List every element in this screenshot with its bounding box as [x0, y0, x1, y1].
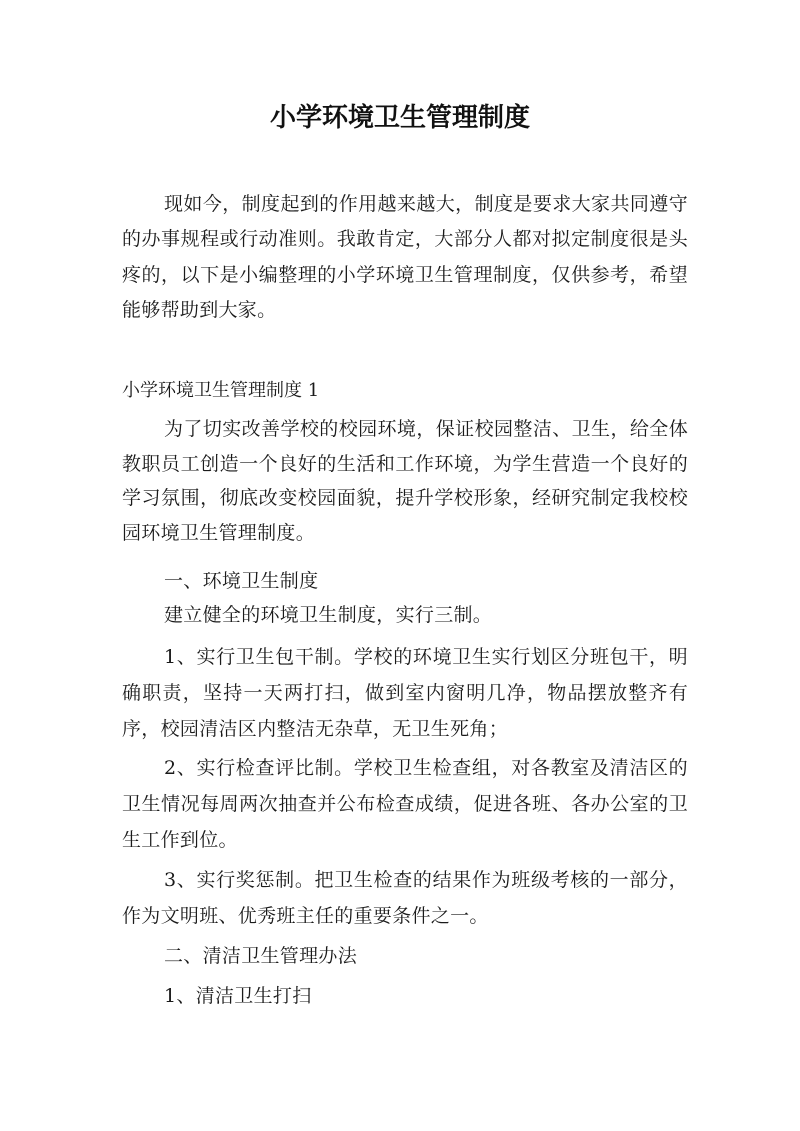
subheading-cleaning: 1、清洁卫生打扫 [164, 985, 312, 1007]
item-inspection-system: 2、实行检查评比制。学校卫生检查组，对各教室及清洁区的卫生情况每周两次抽查并公布检查成绩，促进各班、各办公室的卫生工作到位。 [122, 757, 688, 851]
document-title: 小学环境卫生管理制度 [269, 103, 530, 133]
section-title: 小学环境卫生管理制度 1 [122, 380, 320, 401]
line-three-systems: 建立健全的环境卫生制度，实行三制。 [164, 604, 493, 626]
heading-environment-system: 一、环境卫生制度 [164, 570, 319, 592]
item-reward-system: 3、实行奖惩制。把卫生检查的结果作为班级考核的一部分，作为文明班、优秀班主任的重要条件之一。 [122, 869, 688, 927]
intro-paragraph: 现如今，制度起到的作用越来越大，制度是要求大家共同遵守的办事规程或行动准则。我敢肯定，大部分人都对拟定制度很是头疼的，以下是小编整理的小学环境卫生管理制度，仅供参考，希望能够帮助到大家。 [122, 193, 688, 321]
heading-cleaning-management: 二、清洁卫生管理办法 [164, 945, 358, 967]
paragraph-purpose: 为了切实改善学校的校园环境，保证校园整洁、卫生，给全体教职员工创造一个良好的生活和工作环境，为学生营造一个良好的学习氛围，彻底改变校园面貌，提升学校形象，经研究制定我校校园环境卫生管理制度。 [122, 418, 688, 544]
item-responsibility-system: 1、实行卫生包干制。学校的环境卫生实行划区分班包干，明确职责，坚持一天两打扫，做到室内窗明几净，物品摆放整齐有序，校园清洁区内整洁无杂草，无卫生死角； [122, 646, 688, 740]
